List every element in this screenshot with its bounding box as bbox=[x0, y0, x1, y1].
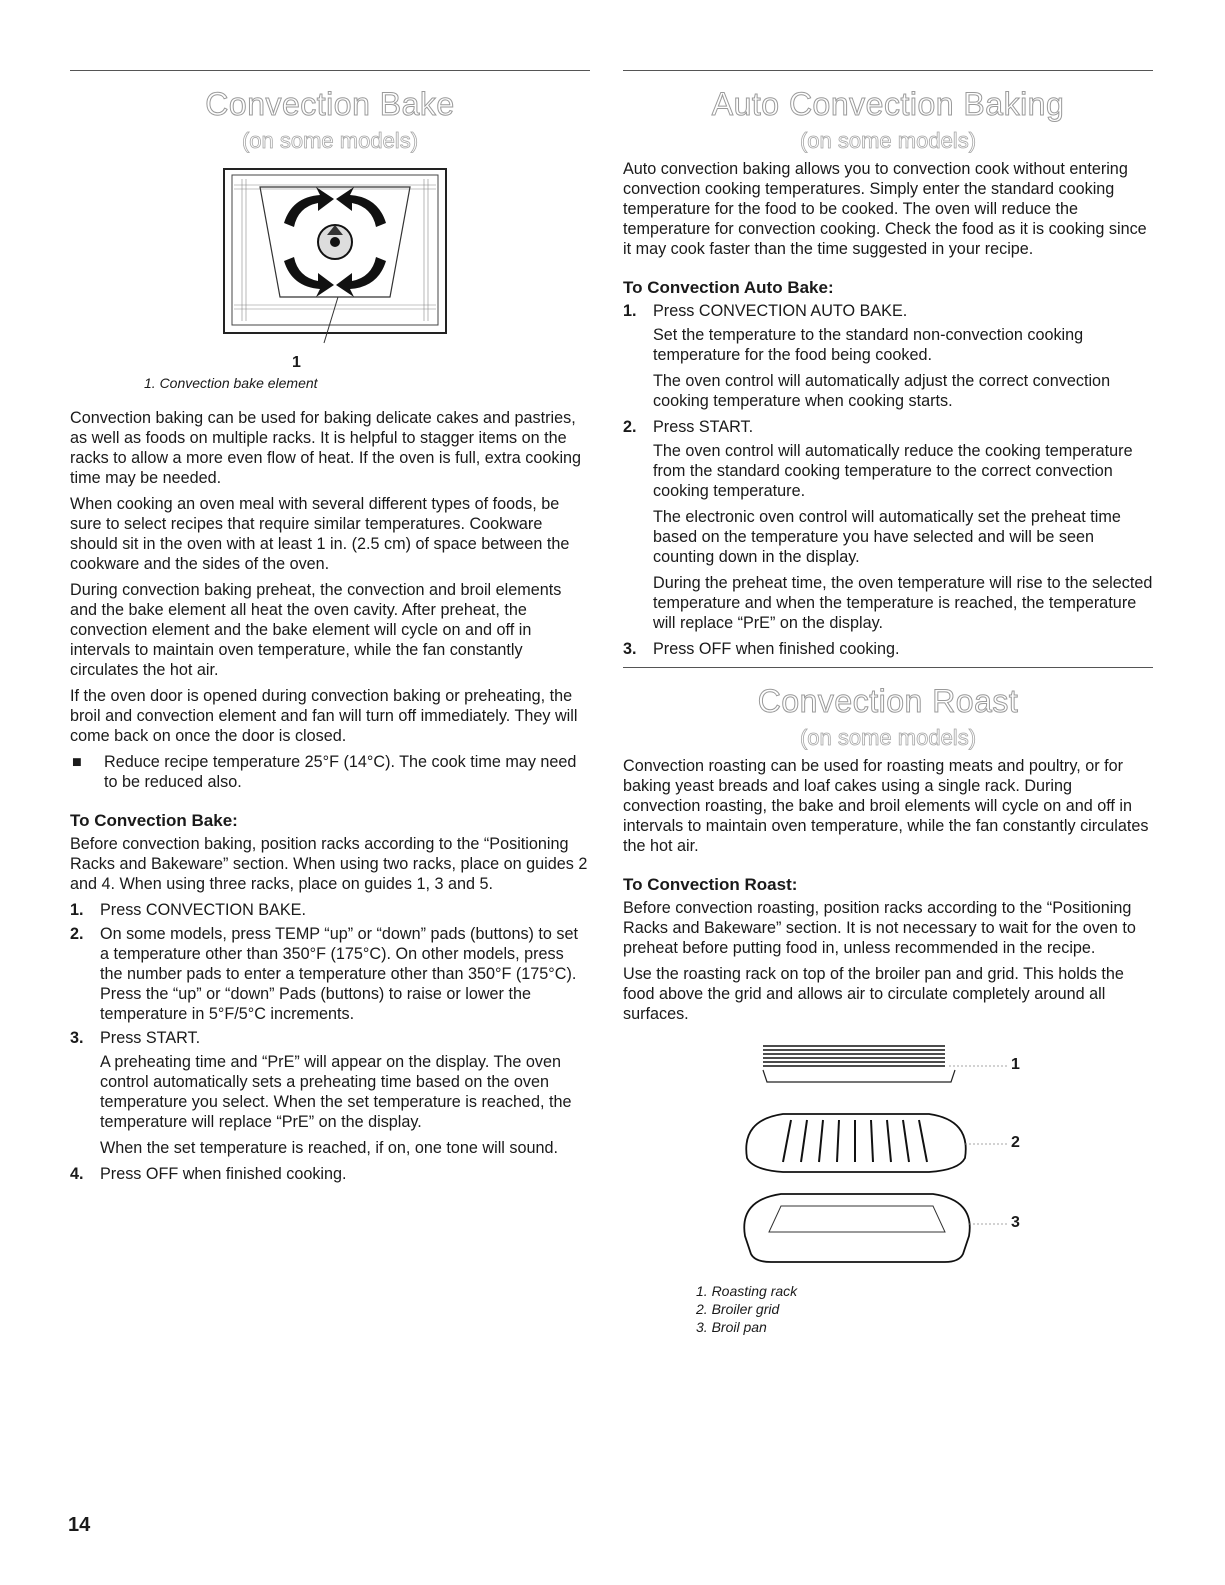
page-number: 14 bbox=[68, 1514, 91, 1536]
paragraph: Use the roasting rack on top of the broiler pan and grid. This holds the food above the grid and allows air to circulate completely around all surfaces. bbox=[623, 965, 1124, 1023]
section-title: Convection Bake bbox=[205, 86, 455, 122]
section-rule bbox=[623, 70, 1153, 71]
section-subtitle: (on some models) bbox=[241, 128, 419, 153]
figure-caption: 1. Roasting rack bbox=[696, 1283, 798, 1299]
step-note: The electronic oven control will automatically set the preheat time based on the temperature you have selected and will be seen counting down in the display. bbox=[653, 508, 1121, 566]
step-item: 3. Press START. bbox=[70, 1029, 201, 1047]
section-subtitle: (on some models) bbox=[799, 128, 977, 153]
paragraph: During convection baking preheat, the convection and broil elements and the bake element all heat the oven cavity. After preheat, the convection element and the bake element will cycle on and off in intervals to maintain oven temperature, while the fan constantly circulates the hot air. bbox=[70, 581, 562, 679]
paragraph: Before convection roasting, position racks according to the “Positioning Racks and Bakeware” section. It is not necessary to wait for the oven to preheat before putting food in, unless recommended in the recipe. bbox=[623, 899, 1136, 957]
section-rule bbox=[70, 70, 590, 71]
step-note: The oven control will automatically adjust the correct convection cooking temperature when cooking starts. bbox=[653, 372, 1111, 410]
paragraph: If the oven door is opened during convection baking or preheating, the broil and convection element and fan will turn off immediately. They will come back on once the door is closed. bbox=[70, 687, 578, 745]
paragraph: Convection roasting can be used for roasting meats and poultry, or for baking yeast breads and loaf cakes using a single rack. During convection roasting, the bake and broil elements will cycle on and off in intervals to maintain oven temperature, while the fan constantly circulates the hot air. bbox=[623, 757, 1149, 855]
section-heading: To Convection Roast: bbox=[623, 875, 798, 894]
paragraph: Before convection baking, position racks according to the “Positioning Racks and Bakeware” section. When using two racks, place on guides 2 and 4. When using three racks, place on guides 1, 3 and 5. bbox=[70, 835, 588, 893]
step-item: 3. Press OFF when finished cooking. bbox=[623, 640, 900, 658]
step-item: 2. Press START. bbox=[623, 418, 754, 436]
left-column bbox=[70, 70, 590, 1188]
figure-caption: 2. Broiler grid bbox=[696, 1301, 780, 1317]
step-item: 2. On some models, press TEMP “up” or “down” pads (buttons) to set a temperature other than 350°F (175°C). On other models, press the number pads to enter a temperature other than 350°F (175°C). Press the “up” or “down” Pads (buttons) to raise or lower the temperature in 5°F/5°C increments. bbox=[70, 925, 579, 1023]
step-note: The oven control will automatically reduce the cooking temperature from the standard cooking temperature to the correct convection cooking temperature. bbox=[653, 442, 1133, 500]
paragraph: When cooking an oven meal with several different types of foods, be sure to select recipes that require similar temperatures. Cookware should sit in the oven with at least 1 in. (2.5 cm) of space between the cookware and the sides of the oven. bbox=[70, 495, 570, 573]
list-item: ■ Reduce recipe temperature 25°F (14°C). The cook time may need to be reduced also. bbox=[72, 753, 577, 791]
square-bullet-icon: ■ bbox=[72, 753, 82, 771]
step-item: 4. Press OFF when finished cooking. bbox=[70, 1165, 347, 1183]
figure-callout: 1 bbox=[1011, 1056, 1020, 1073]
section-rule bbox=[623, 667, 1153, 668]
section-title: Auto Convection Baking bbox=[711, 86, 1065, 122]
step-item: 1. Press CONVECTION AUTO BAKE. bbox=[623, 302, 908, 320]
step-note: Set the temperature to the standard non-convection cooking temperature for the food being cooked. bbox=[653, 326, 1084, 364]
section-title: Convection Roast bbox=[757, 683, 1019, 719]
figure-callout: 2 bbox=[1011, 1134, 1020, 1151]
roasting-pan-icon bbox=[723, 1040, 1143, 1270]
oven-figure bbox=[144, 165, 590, 392]
right-column bbox=[623, 70, 1153, 1352]
step-note: During the preheat time, the oven temperature will rise to the selected temperature and when the temperature is reached, the temperature will replace “PrE” on the display. bbox=[653, 574, 1153, 632]
section-subtitle: (on some models) bbox=[799, 725, 977, 750]
step-item: 1. Press CONVECTION BAKE. bbox=[70, 901, 306, 919]
section-heading: To Convection Auto Bake: bbox=[623, 278, 834, 297]
roasting-figure bbox=[623, 1032, 1153, 1352]
paragraph: Auto convection baking allows you to convection cook without entering convection cooking temperatures. Simply enter the standard cooking temperature for the food to be cooked. The oven will reduce the temperature for convection cooking. Check the food as it is cooking since it may cook faster than the time suggested in your recipe. bbox=[623, 160, 1147, 258]
step-note: When the set temperature is reached, if on, one tone will sound. bbox=[100, 1139, 559, 1157]
paragraph: Convection baking can be used for baking delicate cakes and pastries, as well as foods on multiple racks. It is helpful to stagger items on the racks to allow a more even flow of heat. If the oven is full, extra cooking time may be needed. bbox=[70, 409, 582, 487]
figure-caption: 1. Convection bake element bbox=[144, 375, 318, 391]
section-heading: To Convection Bake: bbox=[70, 811, 238, 830]
figure-callout: 1 bbox=[292, 354, 301, 371]
figure-caption: 3. Broil pan bbox=[696, 1319, 767, 1335]
figure-callout: 3 bbox=[1011, 1214, 1020, 1231]
oven-convection-icon bbox=[220, 165, 450, 365]
step-note: A preheating time and “PrE” will appear on the display. The oven control automatically sets a preheating time based on the oven temperature you select. When the set temperature is reached, the temperature will replace “PrE” on the display. bbox=[100, 1053, 572, 1131]
